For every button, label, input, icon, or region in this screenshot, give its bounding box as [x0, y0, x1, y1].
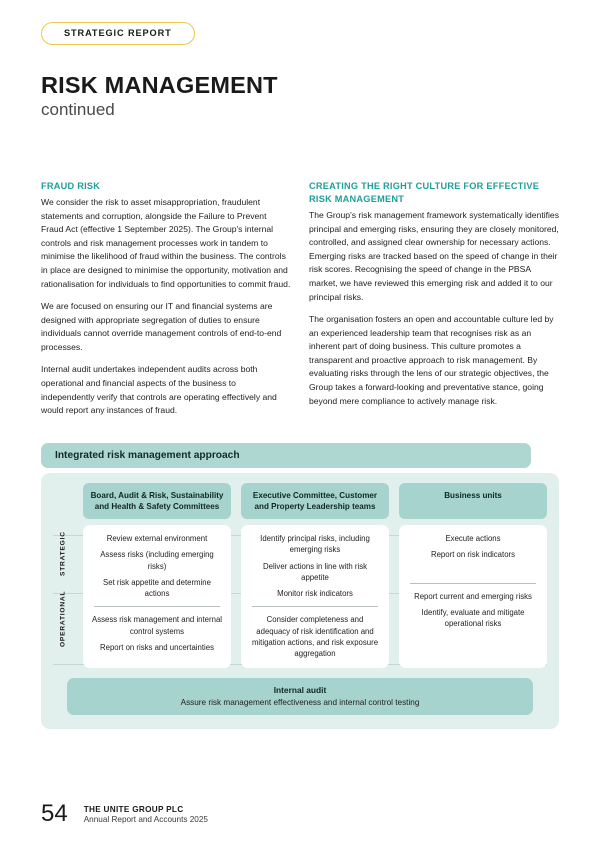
- diagram-cell-business-units: [399, 525, 547, 668]
- cell-line: Identify principal risks, including emerging risks: [260, 534, 370, 555]
- cell-exec-operational: [250, 614, 380, 659]
- cell-line: Report on risk indicators: [430, 550, 516, 560]
- strategic-report-badge: STRATEGIC REPORT: [41, 22, 195, 45]
- cell-divider: [94, 606, 220, 607]
- left-column: [41, 180, 291, 418]
- culture-paragraph-1: The Group's risk management framework systematically identifies principal and emerging risks, ensuring they are closely monitored, controlled, and assigned clear ownership for necessary actions. Emerging risks are tracked based on the speed of change in their risk scores. Recognising the speed of change in the PBSA market, we have reviewed this emerging risk and added it to our principal risks.: [309, 210, 559, 302]
- cell-line: Report current and emerging risks: [414, 591, 532, 601]
- right-column: [309, 180, 559, 418]
- internal-audit-pill: [67, 678, 533, 715]
- diagram-content-row: [53, 525, 547, 668]
- cell-line: Deliver actions in line with risk appetite: [263, 561, 367, 582]
- diagram-cell-exec: [241, 525, 389, 668]
- integrated-risk-diagram: [41, 443, 559, 729]
- page-title-block: [41, 72, 278, 121]
- cell-line: Execute actions: [445, 534, 501, 543]
- diagram-header-row: [53, 483, 547, 525]
- internal-audit-title: Internal audit: [273, 684, 327, 695]
- fraud-risk-paragraph-3: Internal audit undertakes independent audits across both operational and financial aspects of the business to independently verify that controls are operating effectively and would report any instances of fraud.: [41, 364, 277, 416]
- diagram-rail-spacer: [53, 483, 73, 519]
- cell-board-operational: [92, 614, 222, 653]
- cell-line: Assess risks (including emerging risks): [100, 550, 214, 571]
- diagram-column-header-board: Board, Audit & Risk, Sustainability and Health & Safety Committees: [83, 483, 231, 519]
- cell-line: Report on risks and uncertainties: [100, 643, 214, 653]
- diagram-panel: [41, 473, 559, 729]
- culture-heading: CREATING THE RIGHT CULTURE FOR EFFECTIVE RISK MANAGEMENT: [309, 181, 540, 205]
- page-subtitle: continued: [41, 100, 115, 120]
- cell-line: Set risk appetite and determine actions: [103, 577, 211, 599]
- page-footer: [41, 802, 208, 826]
- footer-report-name: Annual Report and Accounts 2025: [83, 815, 208, 824]
- row-label-strategic: STRATEGIC: [59, 531, 67, 577]
- row-label-operational: OPERATIONAL: [59, 590, 67, 647]
- diagram-column-header-exec: Executive Committee, Customer and Property Leadership teams: [241, 483, 389, 519]
- diagram-column-header-business-units: Business units: [399, 483, 547, 519]
- footer-text: [84, 805, 208, 826]
- diagram-cell-board: [83, 525, 231, 668]
- cell-line: Consider completeness and adequacy of risk identification and mitigation actions, and risk exposure aggregation: [251, 615, 379, 659]
- page-title: RISK MANAGEMENT: [41, 72, 278, 98]
- body-columns: [41, 180, 559, 418]
- internal-audit-subtitle: Assure risk management effectiveness and internal control testing: [180, 697, 420, 707]
- culture-paragraph-2: The organisation fosters an open and accountable culture led by an experienced leadership team that recognises risk as an inherent part of doing business. This culture promotes a transparent and proactive approach to risk management. By evaluating risks through the lens of our strategic objectives, the Group takes a forward-looking and preventative stance, going beyond mere compliance to actively manage risk.: [309, 314, 554, 406]
- cell-divider: [410, 583, 536, 584]
- fraud-risk-heading: FRAUD RISK: [41, 181, 101, 191]
- footer-company-name: THE UNITE GROUP PLC: [83, 805, 184, 814]
- cell-line: Review external environment: [106, 534, 208, 543]
- cell-line: Identify, evaluate and mitigate operational risks: [421, 607, 525, 629]
- fraud-risk-paragraph-1: We consider the risk to asset misappropriation, fraudulent statements and corruption, alongside the Failure to Prevent Fraud Act (effective 1 September 2025). The Group's internal controls and risk management processes work in tandem to minimise the likelihood of fraud within the business. The controls in place are designed to minimise the opportunity, motivation and rationalisation for individuals to find opportunities to commit fraud.: [41, 197, 291, 289]
- cell-line: Assess risk management and internal control systems: [92, 615, 223, 636]
- diagram-title: Integrated risk management approach: [41, 443, 531, 468]
- cell-line: Monitor risk indicators: [277, 589, 353, 599]
- cell-board-strategic: [92, 533, 222, 599]
- cell-business-strategic: [408, 533, 538, 561]
- cell-business-operational: [408, 591, 538, 630]
- fraud-risk-paragraph-2: We are focused on ensuring our IT and financial systems are designed with appropriate segregation of duties to ensure individuals cannot override management controls of end-to-end processes.: [41, 301, 282, 352]
- diagram-rail: [53, 525, 73, 668]
- cell-exec-strategic: [250, 533, 380, 599]
- cell-divider: [252, 606, 378, 607]
- strategic-report-badge-wrap: [41, 22, 195, 45]
- page-number: 54: [41, 800, 68, 827]
